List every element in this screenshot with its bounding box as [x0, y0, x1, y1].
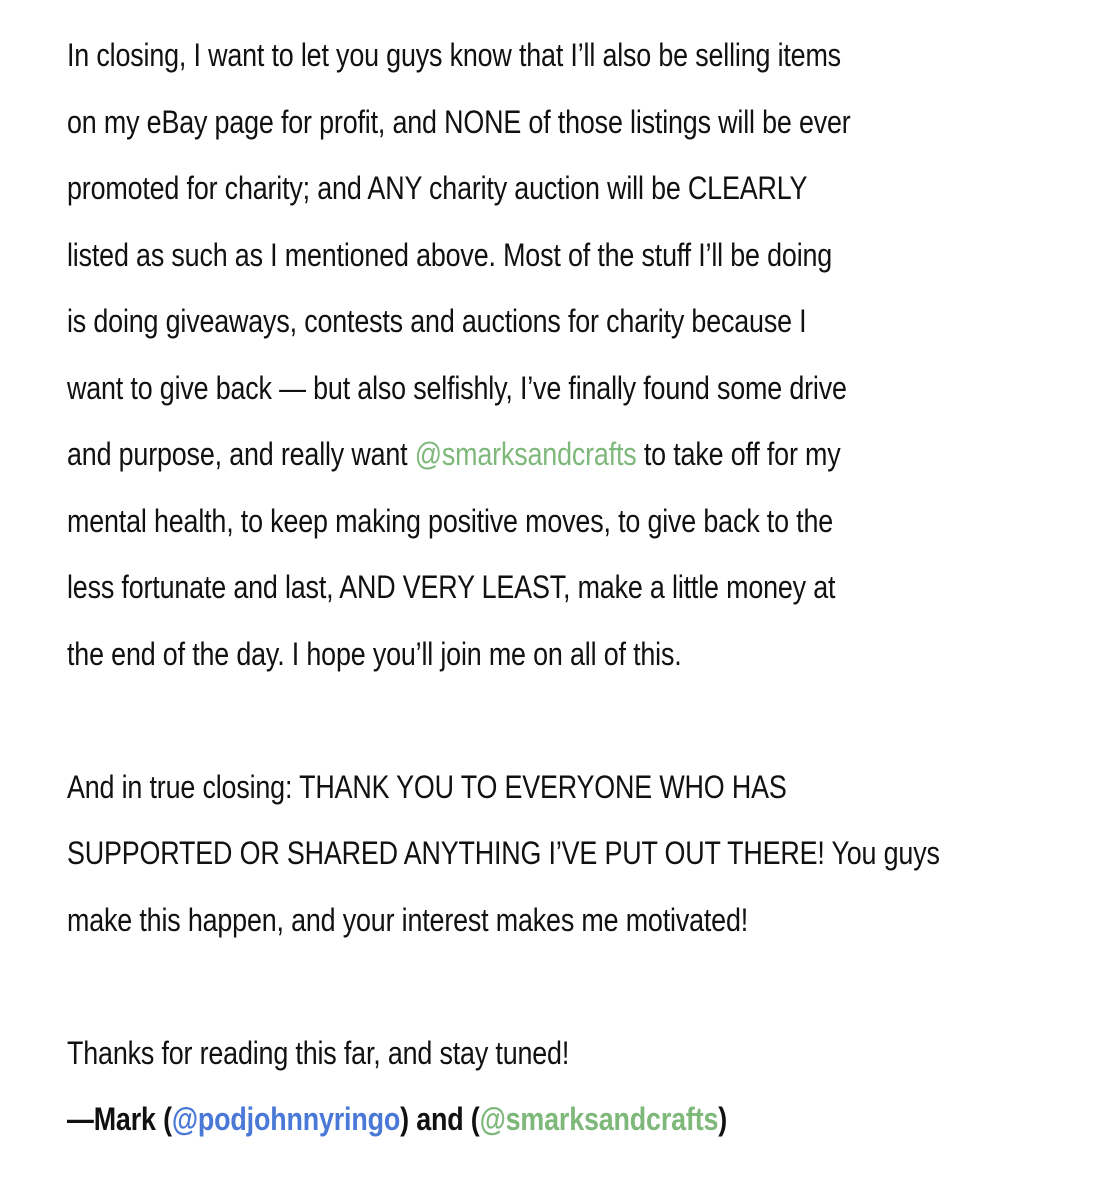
paragraph2-line3: make this happen, and your interest makes me motivated! [67, 901, 749, 938]
paragraph1-line6: want to give back — but also selfishly, I’ve finally found some drive [67, 369, 847, 406]
paragraph1-line5: is doing giveaways, contests and auctions for charity because I [67, 303, 807, 339]
smarksandcrafts-signature-mention-link[interactable]: @smarksandcrafts [479, 1101, 719, 1137]
post-text [67, 22, 940, 1153]
paragraph1-line3: promoted for charity; and ANY charity auction will be CLEARLY [67, 170, 808, 206]
paragraph1-line4: listed as such as I mentioned above. Most of the stuff I’ll be doing [67, 236, 833, 273]
podjohnnyringo-mention-link[interactable]: @podjohnnyringo [171, 1101, 401, 1137]
signature-line [67, 1086, 915, 1153]
signature-suffix: ) [718, 1101, 728, 1137]
paragraph1-line10: the end of the day. I hope you’ll join me on all of this. [67, 635, 682, 672]
paragraph1-line7 [67, 421, 915, 488]
smarksandcrafts-mention-link[interactable]: @smarksandcrafts [414, 436, 637, 472]
paragraph1-line1: In closing, I want to let you guys know that I’ll also be selling items [67, 37, 841, 73]
signature-middle: ) and ( [400, 1101, 480, 1137]
paragraph2-line2: SUPPORTED OR SHARED ANYTHING I’VE PUT OUT THERE! You guys [67, 835, 940, 871]
paragraph-spacer [67, 953, 915, 1020]
paragraph1-line9: less fortunate and last, AND VERY LEAST, make a little money at [67, 569, 836, 605]
paragraph1-line8: mental health, to keep making positive moves, to give back to the [67, 502, 834, 539]
paragraph1-line7-start: and purpose, and really want [67, 436, 415, 472]
signature-prefix: —Mark ( [67, 1101, 172, 1137]
paragraph-spacer [67, 687, 915, 754]
thanks-line: Thanks for reading this far, and stay tuned! [67, 1034, 570, 1071]
paragraph1-line7-end: to take off for my [636, 436, 841, 472]
paragraph1-line2: on my eBay page for profit, and NONE of those listings will be ever [67, 103, 851, 140]
paragraph2-line1: And in true closing: THANK YOU TO EVERYONE WHO HAS [67, 768, 787, 805]
